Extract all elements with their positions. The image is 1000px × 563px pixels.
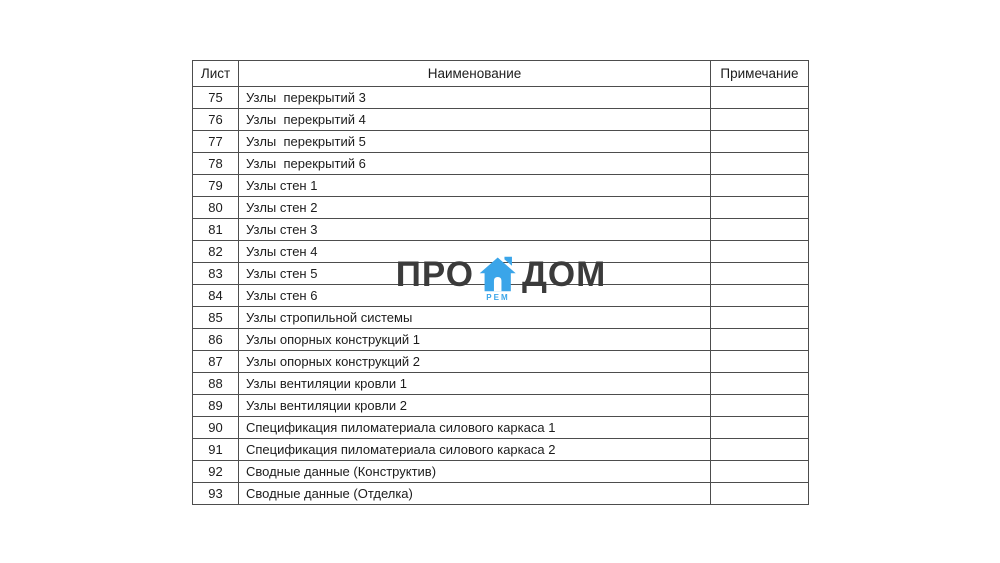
cell-sheet: 84 xyxy=(193,285,239,307)
table-row xyxy=(193,439,809,461)
cell-name: Узлы перекрытий 4 xyxy=(239,109,711,131)
cell-name: Спецификация пиломатериала силового каркаса 2 xyxy=(239,439,711,461)
cell-name: Сводные данные (Конструктив) xyxy=(239,461,711,483)
cell-note xyxy=(711,373,809,395)
cell-name: Узлы опорных конструкций 2 xyxy=(239,351,711,373)
column-header-note: Примечание xyxy=(711,61,809,87)
cell-name: Узлы опорных конструкций 1 xyxy=(239,329,711,351)
cell-name: Узлы перекрытий 3 xyxy=(239,87,711,109)
cell-sheet: 76 xyxy=(193,109,239,131)
table-row xyxy=(193,153,809,175)
cell-note xyxy=(711,329,809,351)
cell-sheet: 93 xyxy=(193,483,239,505)
watermark-word-right: ДОМ xyxy=(521,255,607,294)
watermark-sub-label: РЕМ xyxy=(486,293,510,302)
cell-sheet: 85 xyxy=(193,307,239,329)
pro-dom-watermark xyxy=(396,256,607,302)
cell-sheet: 92 xyxy=(193,461,239,483)
cell-note xyxy=(711,241,809,263)
cell-note xyxy=(711,395,809,417)
cell-sheet: 81 xyxy=(193,219,239,241)
watermark-word-left: ПРО xyxy=(395,255,474,294)
table-row xyxy=(193,87,809,109)
cell-note xyxy=(711,351,809,373)
table-row xyxy=(193,483,809,505)
house-icon xyxy=(479,256,517,302)
cell-name: Узлы перекрытий 6 xyxy=(239,153,711,175)
cell-note xyxy=(711,153,809,175)
cell-note xyxy=(711,197,809,219)
cell-sheet: 78 xyxy=(193,153,239,175)
cell-sheet: 82 xyxy=(193,241,239,263)
table-row xyxy=(193,329,809,351)
cell-sheet: 75 xyxy=(193,87,239,109)
table-row xyxy=(193,373,809,395)
cell-note xyxy=(711,439,809,461)
cell-name: Узлы стропильной системы xyxy=(239,307,711,329)
table-row xyxy=(193,307,809,329)
cell-note xyxy=(711,109,809,131)
cell-name: Сводные данные (Отделка) xyxy=(239,483,711,505)
cell-note xyxy=(711,307,809,329)
table-row xyxy=(193,417,809,439)
cell-name: Узлы стен 4 xyxy=(239,241,711,263)
cell-note xyxy=(711,285,809,307)
cell-sheet: 80 xyxy=(193,197,239,219)
cell-sheet: 86 xyxy=(193,329,239,351)
table-row xyxy=(193,219,809,241)
column-header-name: Наименование xyxy=(239,61,711,87)
table-row xyxy=(193,461,809,483)
cell-note xyxy=(711,483,809,505)
cell-note xyxy=(711,461,809,483)
cell-sheet: 79 xyxy=(193,175,239,197)
column-header-sheet: Лист xyxy=(193,61,239,87)
table-row xyxy=(193,395,809,417)
cell-sheet: 77 xyxy=(193,131,239,153)
cell-sheet: 83 xyxy=(193,263,239,285)
cell-sheet: 87 xyxy=(193,351,239,373)
table-row xyxy=(193,197,809,219)
cell-name: Узлы вентиляции кровли 1 xyxy=(239,373,711,395)
cell-note xyxy=(711,417,809,439)
table-row xyxy=(193,175,809,197)
cell-note xyxy=(711,175,809,197)
table-header xyxy=(193,61,809,87)
table-row xyxy=(193,109,809,131)
cell-name: Спецификация пиломатериала силового каркаса 1 xyxy=(239,417,711,439)
cell-note xyxy=(711,219,809,241)
cell-name: Узлы стен 3 xyxy=(239,219,711,241)
table-row xyxy=(193,351,809,373)
cell-name: Узлы перекрытий 5 xyxy=(239,131,711,153)
cell-sheet: 91 xyxy=(193,439,239,461)
table-row xyxy=(193,131,809,153)
cell-sheet: 88 xyxy=(193,373,239,395)
cell-note xyxy=(711,263,809,285)
cell-name: Узлы стен 2 xyxy=(239,197,711,219)
cell-name: Узлы стен 6 xyxy=(239,285,711,307)
cell-note xyxy=(711,87,809,109)
cell-name: Узлы вентиляции кровли 2 xyxy=(239,395,711,417)
cell-name: Узлы стен 5 xyxy=(239,263,711,285)
cell-sheet: 90 xyxy=(193,417,239,439)
cell-name: Узлы стен 1 xyxy=(239,175,711,197)
cell-note xyxy=(711,131,809,153)
cell-sheet: 89 xyxy=(193,395,239,417)
